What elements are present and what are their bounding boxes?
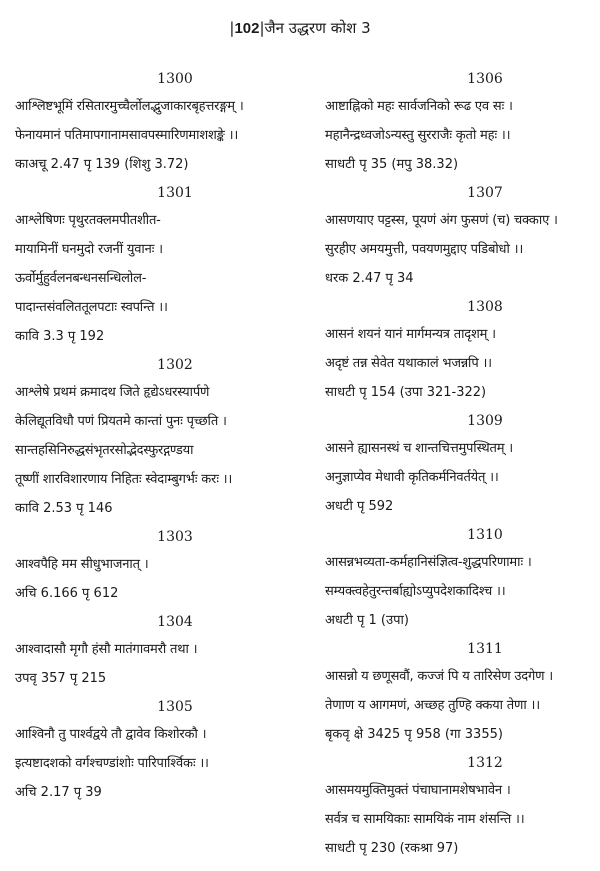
verse-line: आष्टाह्निको महः सार्वजनिको रूढ एव सः । [325, 99, 513, 114]
source-reference: कावि 3.3 पृ 192 [15, 329, 105, 344]
entry-1307 [325, 180, 600, 294]
entry-number: 1312 [467, 755, 503, 771]
source-reference: साधटी पृ 35 (मपु 38.32) [325, 157, 459, 172]
entry-number: 1309 [467, 413, 503, 429]
verse-line: आसनं शयनं यानं मार्गमन्यत्र तादृशम् । [325, 327, 496, 342]
source-reference: अधटी पृ 592 [325, 499, 394, 514]
verse-line: आश्लेषिणः पृथुरतक्लमपीतशीत- [15, 213, 161, 228]
source-reference: साधटी पृ 230 (रकश्रा 97) [325, 841, 459, 856]
verse-line: सर्वत्र च सामयिकाः सामयिकं नाम शंसन्ति ।। [325, 812, 525, 827]
source-reference: साधटी पृ 154 (उपा 321-322) [325, 385, 487, 400]
entry-1304 [15, 609, 305, 694]
verse-line: आश्वपैहि मम सीधुभाजनात् । [15, 557, 149, 572]
right-column [325, 66, 600, 864]
source-reference: बृकवृ क्षे 3425 पृ 958 (गा 3355) [325, 727, 503, 742]
verse-line: आश्विनौ तु पार्श्वद्वये तौ द्वावेव किशोरकौ । [15, 727, 207, 742]
entry-1303 [15, 524, 305, 609]
entry-number: 1304 [157, 614, 193, 630]
verse-line: सुरहीए अमयमुत्ती, पवयणमुद्दाए पडिबोधो ।। [325, 242, 524, 257]
verse-line: आश्लिष्टभूमिं रसितारमुच्चैर्लोलद्भुजाकारबृहत्तरङ्गम् । [15, 99, 244, 114]
entry-number: 1303 [157, 529, 193, 545]
verse-line: आसने ह्यासनस्थं च शान्तचित्तमुपस्थितम् । [325, 441, 513, 456]
entry-1312 [325, 750, 600, 864]
source-reference: अधटी पृ 1 (उपा) [325, 613, 409, 628]
verse-line: केलिद्यूतविधौ पणं प्रियतमे कान्तां पुनः पृच्छति । [15, 414, 227, 429]
entry-number: 1306 [467, 71, 503, 87]
entry-number: 1301 [157, 185, 193, 201]
verse-line: आसन्नभव्यता-कर्महानिसंज्ञित्व-शुद्धपरिणामाः । [325, 555, 532, 570]
entry-1309 [325, 408, 600, 522]
verse-line: आश्लेषे प्रथमं क्रमादथ जिते हृद्येऽधरस्यार्पणे [15, 385, 210, 400]
verse-line: तेणाण य आगमणं, अच्छह तुण्हि क्कया तेणा ।। [325, 698, 540, 713]
source-reference: काअचू 2.47 पृ 139 (शिशु 3.72) [15, 157, 189, 172]
page-header: |102|जैन उद्धरण कोश 3 [229, 19, 371, 37]
entry-1308 [325, 294, 600, 408]
entry-1310 [325, 522, 600, 636]
entry-1311 [325, 636, 600, 750]
entry-number: 1302 [157, 357, 193, 373]
left-column [15, 66, 305, 808]
verse-line: अनुज्ञाप्येव मेधावी कृतिकर्मनिवर्तयेत् ।। [325, 470, 499, 485]
verse-line: आसमयमुक्तिमुक्तं पंचाघानामशेषभावेन । [325, 783, 511, 798]
verse-line: अदृष्टं तन्न सेवेत यथाकालं भजन्नपि ।। [325, 356, 492, 371]
verse-line: तूष्णीं शारविशारणाय निहितः स्वेदाम्बुगर्भः करः ।। [15, 472, 233, 487]
page-number: 102 [234, 20, 260, 37]
entry-1302 [15, 352, 305, 524]
source-reference: उपवृ 357 पृ 215 [15, 671, 107, 686]
source-reference: धरक 2.47 पृ 34 [325, 271, 414, 286]
source-reference: कावि 2.53 पृ 146 [15, 501, 113, 516]
entry-1306 [325, 66, 600, 180]
verse-line: पादान्तसंवलिततूलपटाः स्वपन्ति ।। [15, 300, 168, 315]
verse-line: महानैन्द्रध्वजोऽन्यस्तु सुरराजैः कृतो महः ।। [325, 128, 511, 143]
book-title: जैन उद्धरण कोश 3 [264, 19, 371, 37]
entry-number: 1307 [467, 185, 503, 201]
source-reference: अचि 6.166 पृ 612 [15, 586, 119, 601]
verse-line: आसणयाए पट्टस्स, पूयणं अंग फुसणं (च) चक्काए । [325, 213, 558, 228]
verse-line: सान्तहसिनिरुद्धसंभृतरसोद्भेदस्फुरद्गण्डया [15, 443, 194, 458]
verse-line: आसन्नो य छणूसवौं, कज्जं पि य तारिसेण उदगेण । [325, 669, 553, 684]
entry-number: 1311 [467, 641, 503, 657]
verse-line: आश्वादासौ मृगौ हंसौ मातंगावमरौ तथा । [15, 642, 198, 657]
entry-number: 1308 [467, 299, 503, 315]
source-reference: अचि 2.17 पृ 39 [15, 785, 102, 800]
entry-1301 [15, 180, 305, 352]
verse-line: फेनायमानं पतिमापगानामसावपस्मारिणमाशशङ्के ।। [15, 128, 239, 143]
entry-number: 1300 [157, 71, 193, 87]
entry-1300 [15, 66, 305, 180]
entry-number: 1305 [157, 699, 193, 715]
verse-line: मायामिनीं घनमुदो रजनीं युवानः । [15, 242, 163, 257]
verse-line: इत्यष्टादशको वर्गश्चण्डांशोः पारिपार्श्विकः ।। [15, 756, 209, 771]
verse-line: ऊर्वोर्मुहुर्वलनबन्धनसन्धिलोल- [15, 271, 147, 286]
entry-number: 1310 [467, 527, 503, 543]
entry-1305 [15, 694, 305, 808]
verse-line: सम्यक्त्वहेतुरन्तर्बाह्योऽप्युपदेशकादिश्च ।। [325, 584, 506, 599]
